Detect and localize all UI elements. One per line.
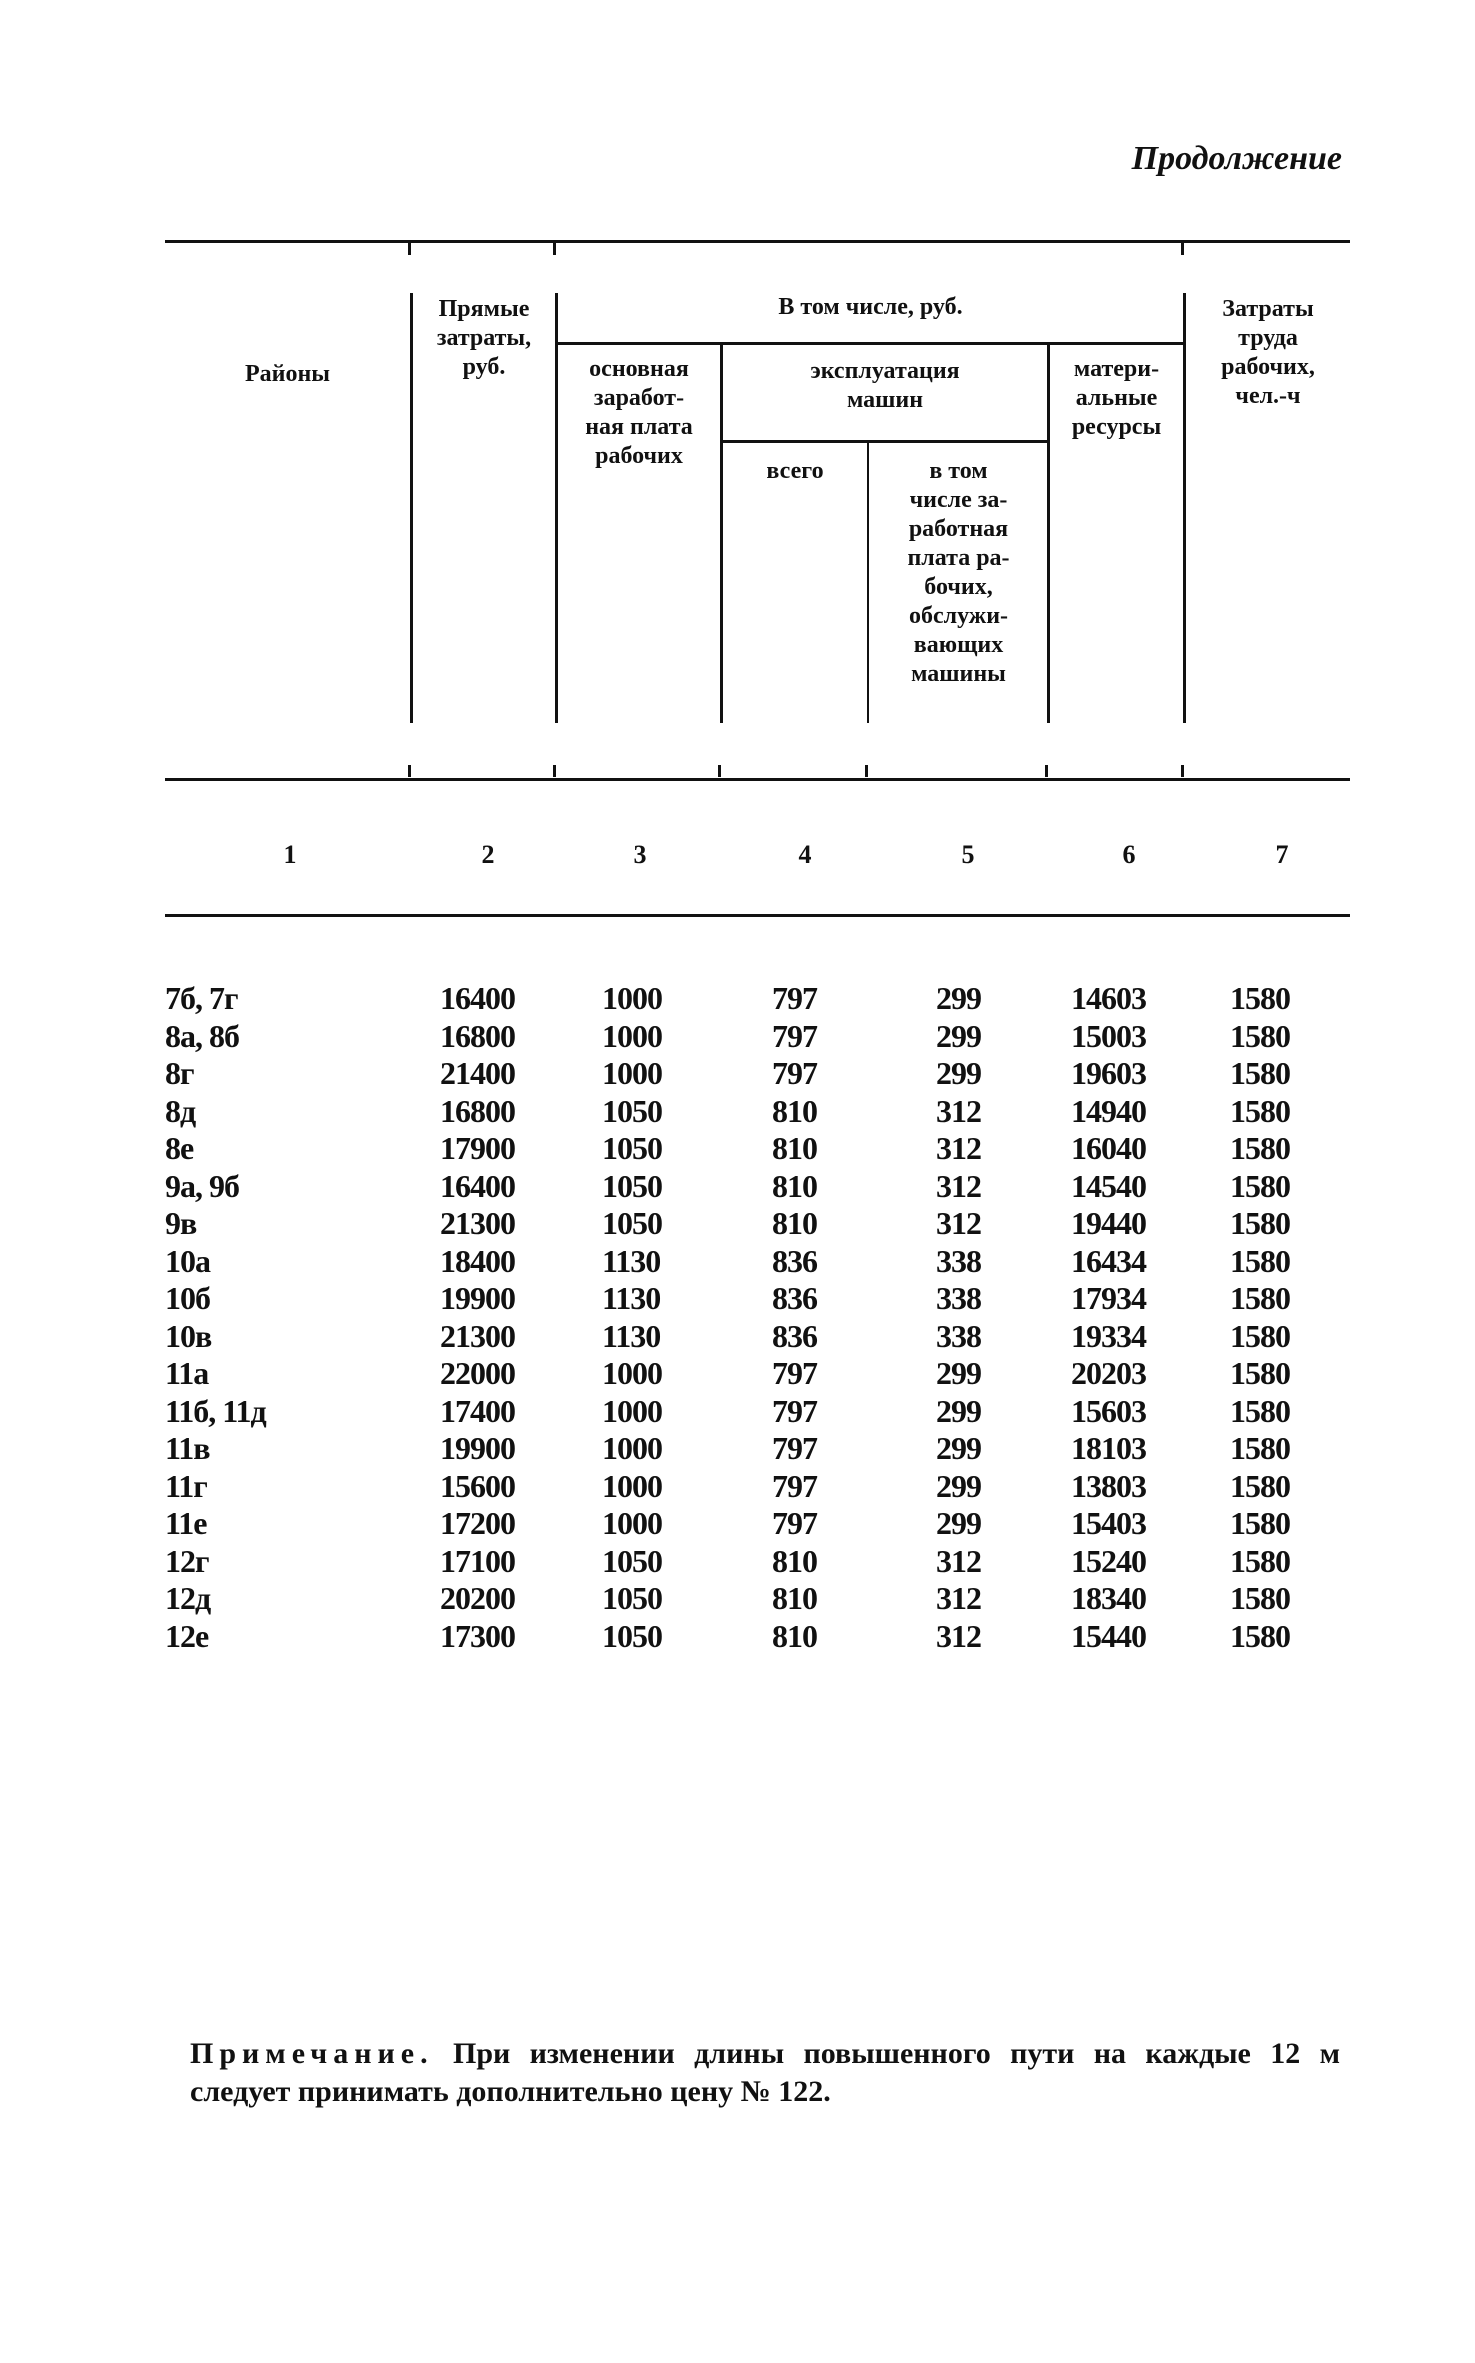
cell-materials: 15440 [1071,1617,1146,1654]
cell-direct-costs: 16800 [440,1092,515,1129]
header-line: заработ- [593,385,685,411]
cell-machine-total: 797 [772,980,817,1016]
cell-machine-wage: 312 [936,1092,981,1129]
cell-district: 9в [165,1205,197,1241]
header-line: труда [1238,325,1298,351]
cell-machine-wage: 312 [936,1580,981,1616]
cell-machine-wage: 312 [936,1205,981,1241]
table-row [165,1505,1350,1543]
header-materials [1050,355,1183,442]
cell-district: 10а [165,1242,210,1279]
column-number: 1 [283,840,297,869]
header-tick [408,243,411,255]
header-line: матери- [1073,356,1160,382]
cell-machine-total: 810 [772,1092,817,1129]
cell-labor: 1580 [1230,1467,1290,1504]
column-number: 6 [1122,840,1136,869]
cell-machine-wage: 299 [936,1017,981,1054]
cell-base-wage: 1000 [602,1355,662,1391]
divider-h [555,342,1183,345]
cell-labor: 1580 [1230,1317,1290,1354]
cell-machine-wage: 312 [936,1130,981,1166]
cell-machine-total: 797 [772,1017,817,1054]
header-tick [1181,243,1184,255]
cell-machine-wage: 312 [936,1617,981,1654]
table-row [165,1055,1350,1093]
cell-direct-costs: 16800 [440,1017,515,1054]
cell-base-wage: 1000 [602,1055,662,1091]
cell-district: 8а, 8б [165,1017,239,1054]
cell-materials: 15003 [1071,1017,1146,1054]
cell-labor: 1580 [1230,1055,1290,1091]
cell-direct-costs: 17400 [440,1392,515,1429]
cell-labor: 1580 [1230,1092,1290,1129]
header-line: руб. [462,354,506,380]
cell-direct-costs: 17900 [440,1130,515,1166]
cell-base-wage: 1130 [602,1280,661,1316]
column-number: 4 [798,840,812,869]
table-row [165,1468,1350,1506]
header-line: числе за- [909,487,1008,513]
cell-base-wage: 1000 [602,1392,662,1429]
header-tick [865,765,868,777]
cell-materials: 20203 [1071,1355,1146,1391]
header-line: плата ра- [907,545,1010,571]
table-row [165,1130,1350,1168]
cell-materials: 18340 [1071,1580,1146,1616]
table-row [165,1430,1350,1468]
cell-district: 8е [165,1130,194,1166]
cell-direct-costs: 20200 [440,1580,515,1616]
cell-machine-wage: 338 [936,1317,981,1354]
header-line: основная [589,356,689,382]
cell-labor: 1580 [1230,1392,1290,1429]
table-header [165,245,1350,785]
header-line: эксплуатация [810,358,960,384]
cell-machine-wage: 299 [936,1055,981,1091]
cell-district: 8г [165,1055,194,1091]
header-including-group: В том числе, руб. [778,294,963,320]
header-line: рабочих [595,443,683,469]
table-row [165,1205,1350,1243]
header-line: бочих, [924,574,993,600]
cell-machine-total: 797 [772,1392,817,1429]
header-tick [408,765,411,777]
table-body [165,980,1350,1655]
cell-machine-total: 810 [772,1580,817,1616]
cell-machine-wage: 299 [936,1392,981,1429]
cell-base-wage: 1130 [602,1242,661,1279]
header-bottom-rule [165,778,1350,781]
table-row [165,1618,1350,1656]
cell-labor: 1580 [1230,1580,1290,1616]
cell-machine-total: 797 [772,1355,817,1391]
cell-machine-wage: 299 [936,1355,981,1391]
cell-materials: 16040 [1071,1130,1146,1166]
cell-direct-costs: 21300 [440,1317,515,1354]
cell-district: 12г [165,1542,209,1579]
cell-machine-total: 810 [772,1617,817,1654]
header-line: Прямые [438,296,530,322]
continuation-label: Продолжение [1131,140,1342,177]
cell-materials: 14540 [1071,1167,1146,1204]
cell-machine-wage: 299 [936,1467,981,1504]
header-line: вающих [913,632,1004,658]
header-tick [718,765,721,777]
cell-direct-costs: 19900 [440,1430,515,1466]
header-districts: Районы [244,361,331,387]
table-row [165,1093,1350,1131]
cell-materials: 19603 [1071,1055,1146,1091]
cell-base-wage: 1000 [602,980,662,1016]
cell-machine-total: 797 [772,1055,817,1091]
cell-machine-wage: 312 [936,1542,981,1579]
header-line: чел.-ч [1235,383,1301,409]
cell-district: 11г [165,1467,207,1504]
column-number: 7 [1275,840,1289,869]
cell-direct-costs: 19900 [440,1280,515,1316]
cell-labor: 1580 [1230,1505,1290,1541]
cell-materials: 14940 [1071,1092,1146,1129]
cell-labor: 1580 [1230,1430,1290,1466]
cell-base-wage: 1000 [602,1467,662,1504]
cell-machine-wage: 312 [936,1167,981,1204]
cell-district: 7б, 7г [165,980,238,1016]
table-row [165,1393,1350,1431]
column-number: 2 [481,840,495,869]
table-row [165,1243,1350,1281]
cell-direct-costs: 18400 [440,1242,515,1279]
header-line: Затраты [1222,296,1314,322]
cell-labor: 1580 [1230,1242,1290,1279]
cell-machine-wage: 299 [936,1505,981,1541]
divider-v [867,443,869,723]
cell-materials: 14603 [1071,980,1146,1016]
cell-district: 12д [165,1580,211,1616]
cell-base-wage: 1050 [602,1205,662,1241]
cell-direct-costs: 17300 [440,1617,515,1654]
numbers-bottom-rule [165,914,1350,917]
cell-machine-total: 797 [772,1430,817,1466]
table-row [165,1543,1350,1581]
cell-labor: 1580 [1230,1130,1290,1166]
cell-base-wage: 1000 [602,1430,662,1466]
cell-machine-wage: 338 [936,1242,981,1279]
cell-materials: 17934 [1071,1280,1146,1316]
cell-materials: 15603 [1071,1392,1146,1429]
cell-direct-costs: 21400 [440,1055,515,1091]
header-line: рабочих, [1221,354,1315,380]
header-line: машин [846,387,924,413]
cell-labor: 1580 [1230,1617,1290,1654]
cell-direct-costs: 15600 [440,1467,515,1504]
header-tick [1045,765,1048,777]
cell-machine-wage: 299 [936,1430,981,1466]
header-line: в том [929,458,988,484]
header-line: обслужи- [908,603,1009,629]
table-row [165,1018,1350,1056]
cell-labor: 1580 [1230,1355,1290,1391]
cell-machine-total: 836 [772,1317,817,1354]
cell-district: 8д [165,1092,196,1129]
header-incl-wage [870,457,1047,689]
header-line: ресурсы [1071,414,1162,440]
table-row [165,1280,1350,1318]
cell-district: 11в [165,1430,210,1466]
cell-direct-costs: 17100 [440,1542,515,1579]
header-direct-costs [413,295,555,382]
cell-base-wage: 1050 [602,1542,662,1579]
cell-district: 11е [165,1505,207,1541]
header-line: машины [911,661,1006,687]
cell-base-wage: 1000 [602,1017,662,1054]
cell-machine-total: 810 [772,1205,817,1241]
divider-h [720,440,1047,443]
cell-materials: 19440 [1071,1205,1146,1241]
table-row [165,1168,1350,1206]
header-labor [1186,295,1350,411]
cell-machine-total: 810 [772,1130,817,1166]
table-row [165,980,1350,1018]
cell-labor: 1580 [1230,1542,1290,1579]
cell-materials: 15403 [1071,1505,1146,1541]
cell-machine-total: 810 [772,1542,817,1579]
header-line: ная плата [585,414,693,440]
cell-base-wage: 1050 [602,1130,662,1166]
header-tick [553,765,556,777]
table-row [165,1318,1350,1356]
cell-machine-total: 797 [772,1467,817,1504]
cell-direct-costs: 16400 [440,1167,515,1204]
cell-materials: 19334 [1071,1317,1146,1354]
cell-base-wage: 1050 [602,1167,662,1204]
cell-materials: 15240 [1071,1542,1146,1579]
cell-district: 10в [165,1317,212,1354]
header-machine-operation [723,357,1047,415]
footnote [190,2035,1340,2111]
header-tick [553,243,556,255]
cell-district: 10б [165,1280,210,1316]
cell-machine-total: 836 [772,1242,817,1279]
cell-direct-costs: 16400 [440,980,515,1016]
cell-materials: 18103 [1071,1430,1146,1466]
cell-direct-costs: 21300 [440,1205,515,1241]
cell-district: 12е [165,1617,209,1654]
cell-direct-costs: 17200 [440,1505,515,1541]
cell-base-wage: 1130 [602,1317,661,1354]
cell-materials: 16434 [1071,1242,1146,1279]
table-row [165,1355,1350,1393]
cell-direct-costs: 22000 [440,1355,515,1391]
cell-base-wage: 1000 [602,1505,662,1541]
footnote-text: При изменении длины повышенного пути на каждые 12 м следует принимать дополнительно цену № 122. [190,2037,1341,2108]
cell-machine-total: 836 [772,1280,817,1316]
header-line: работная [908,516,1009,542]
table-row [165,1580,1350,1618]
cell-materials: 13803 [1071,1467,1146,1504]
header-total: всего [766,458,824,484]
cell-district: 11а [165,1355,209,1391]
header-tick [1181,765,1184,777]
cell-labor: 1580 [1230,1280,1290,1316]
cell-labor: 1580 [1230,980,1290,1016]
cell-machine-total: 810 [772,1167,817,1204]
footnote-label: Примечание. [190,2037,434,2070]
header-base-wage [558,355,720,471]
cell-labor: 1580 [1230,1167,1290,1204]
cell-labor: 1580 [1230,1205,1290,1241]
cell-district: 11б, 11д [165,1392,266,1429]
header-line: альные [1075,385,1158,411]
column-number: 3 [633,840,647,869]
cell-machine-wage: 299 [936,980,981,1016]
cell-machine-wage: 338 [936,1280,981,1316]
cell-base-wage: 1050 [602,1092,662,1129]
table-top-rule [165,240,1350,243]
header-line: затраты, [436,325,532,351]
cell-district: 9а, 9б [165,1167,239,1204]
cell-base-wage: 1050 [602,1617,662,1654]
cell-base-wage: 1050 [602,1580,662,1616]
cell-machine-total: 797 [772,1505,817,1541]
cell-labor: 1580 [1230,1017,1290,1054]
column-number: 5 [961,840,975,869]
